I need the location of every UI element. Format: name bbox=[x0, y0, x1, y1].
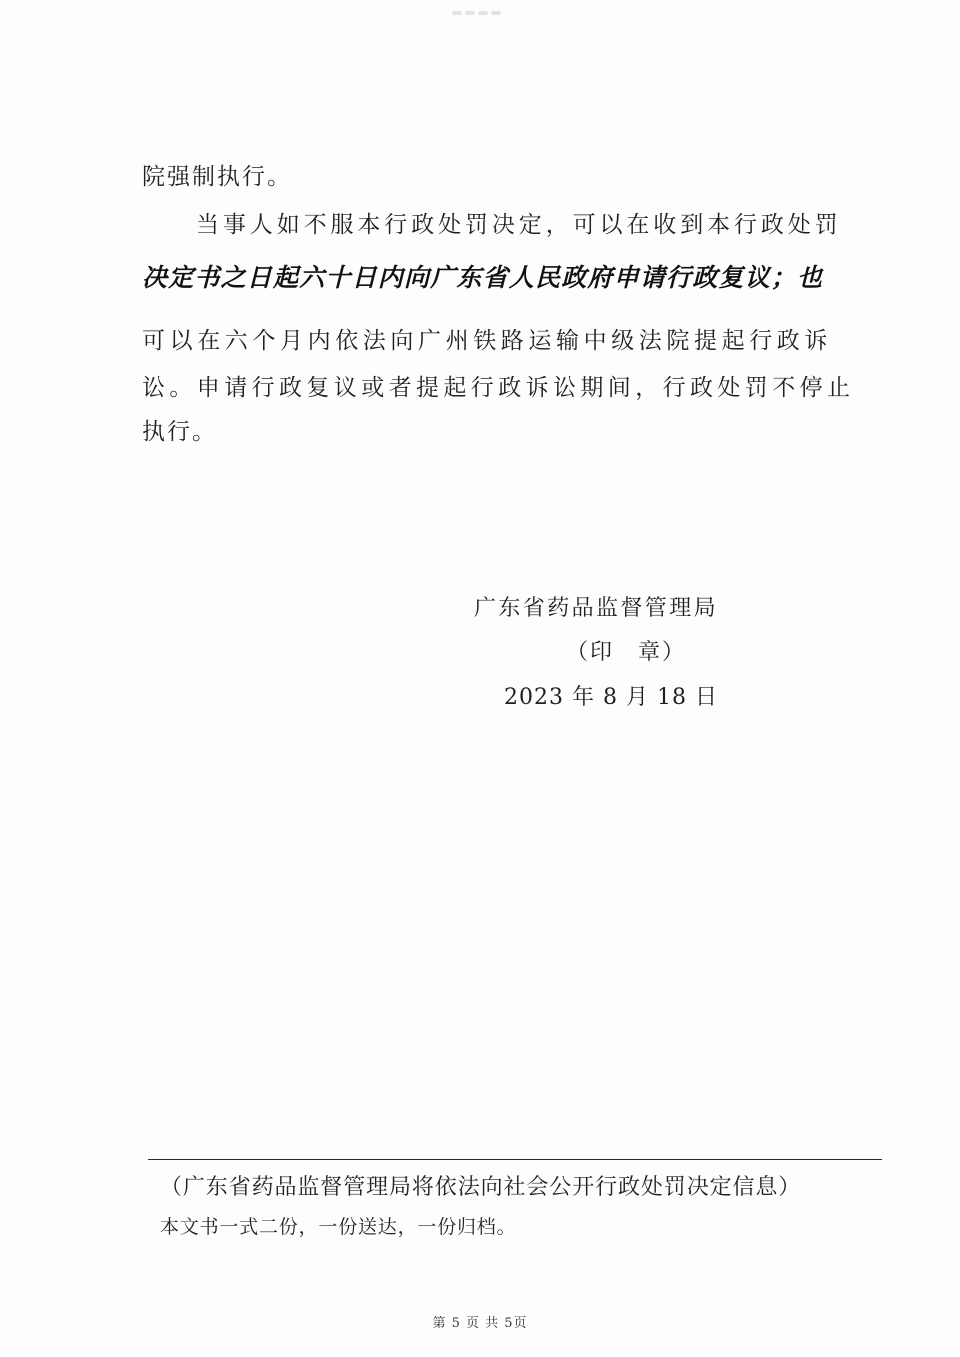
scan-artifact bbox=[452, 0, 522, 12]
body-line-handwritten-style: 决定书之日起六十日内向广东省人民政府申请行政复议；也 bbox=[142, 263, 824, 292]
body-line: 讼。申请行政复议或者提起行政诉讼期间，行政处罚不停止 bbox=[142, 375, 855, 401]
body-line: 可以在六个月内依法向广州铁路运输中级法院提起行政诉 bbox=[142, 328, 832, 354]
issue-date: 2023 年 8 月 18 日 bbox=[504, 685, 718, 710]
page-number: 第 5 页 共 5页 bbox=[432, 1316, 528, 1331]
seal-placeholder: （印 章） bbox=[566, 640, 687, 665]
disclosure-notice: （广东省药品监督管理局将依法向社会公开行政处罚决定信息） bbox=[160, 1175, 802, 1200]
body-line: 当事人如不服本行政处罚决定，可以在收到本行政处罚 bbox=[196, 212, 842, 238]
copies-note: 本文书一式二份，一份送达，一份归档。 bbox=[160, 1216, 517, 1238]
footer-divider bbox=[148, 1159, 882, 1160]
body-line: 院强制执行。 bbox=[142, 164, 292, 190]
issuing-organization: 广东省药品监督管理局 bbox=[474, 596, 719, 621]
body-line: 执行。 bbox=[142, 419, 217, 445]
